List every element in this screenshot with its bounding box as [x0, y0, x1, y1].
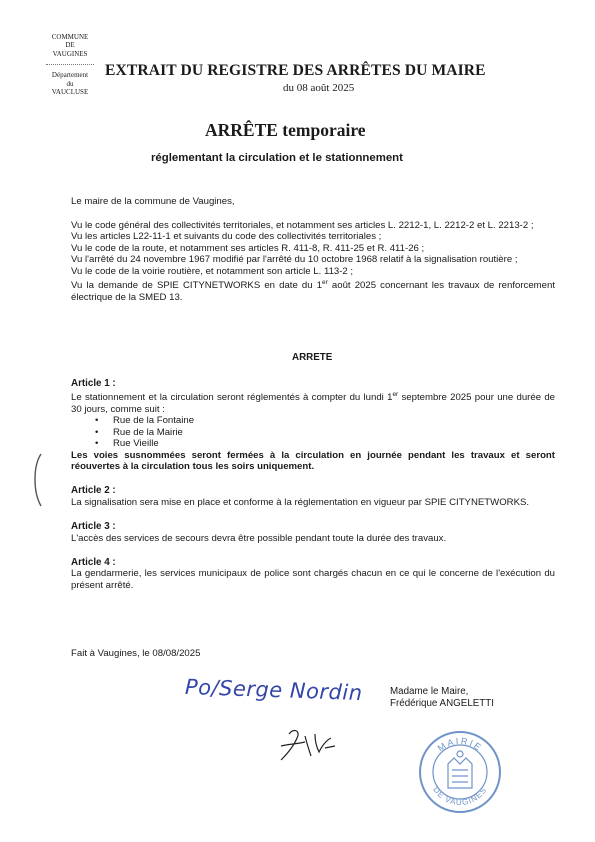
list-item: • Rue de la Mairie	[95, 426, 183, 438]
article-4-title: Article 4 :	[71, 557, 116, 569]
article-3-text: L'accès des services de secours devra être possible pendant toute la durée des travaux.	[71, 532, 447, 544]
article-1-text: Le stationnement et la circulation seront réglementés à compter du lundi 1er septembre 2025 pour une durée de 30 jours, comme suit :	[71, 391, 555, 415]
commune-line: VAUGINES	[52, 49, 88, 58]
article-2-text: La signalisation sera mise en place et conforme à la réglementation en vigueur par SPIE CITYNETWORKS.	[71, 496, 530, 508]
handwritten-signature-note: Po/Serge Nordin	[184, 674, 363, 706]
intro-text: Le maire de la commune de Vaugines,	[71, 196, 235, 207]
stamp-emblem-icon	[448, 751, 472, 788]
document-title: ARRÊTE temporaire	[205, 120, 366, 140]
article-1-title: Article 1 :	[71, 378, 116, 389]
signatory-block	[390, 686, 494, 710]
register-date: du 08 août 2025	[283, 82, 355, 94]
consideration-item: Vu le code général des collectivités territoriales, et notamment ses articles L. 2212-1, L. 2212-2 et L. 2213-2 ;	[71, 220, 534, 231]
commune-line: DE	[65, 41, 75, 50]
consideration-item: Vu le code de la route, et notamment ses articles R. 411-8, R. 411-25 et R. 411-26 ;	[71, 242, 425, 254]
article-3-title: Article 3 :	[71, 521, 116, 533]
commune-block	[40, 33, 100, 96]
mayor-title: Madame le Maire,	[390, 686, 469, 697]
departement-line: VAUCLUSE	[51, 88, 89, 97]
bullet-icon: •	[95, 426, 99, 438]
consideration-item: Vu les articles L22-11-1 et suivants du code des collectivités territoriales ;	[71, 231, 382, 243]
stamp-top-text: MAIRIE	[435, 735, 485, 754]
list-item: • Rue de la Fontaine	[95, 415, 195, 427]
handwritten-initials-signature	[275, 726, 345, 766]
article-1-closure-text: Les voies susnommées seront fermées à la circulation en journée pendant les travaux et seront réouvertes à la circulation tous les soirs uniquement.	[71, 449, 555, 473]
stamp-bottom-text: DE VAUGINES	[431, 785, 489, 808]
done-at: Fait à Vaugines, le 08/08/2025	[71, 648, 201, 659]
consideration-item: Vu l'arrêté du 24 novembre 1967 modifié par l'arrêté du 10 octobre 1968 relatif à la signalisation routière ;	[71, 254, 518, 266]
article-2-title: Article 2 :	[71, 485, 116, 497]
list-item: • Rue Vieille	[95, 438, 159, 450]
demand-item: Vu la demande de SPIE CITYNETWORKS en date du 1er août 2025 concernant les travaux de renforcement électrique de la SMED 13.	[71, 279, 555, 303]
street-list	[71, 415, 555, 449]
bullet-icon: •	[95, 415, 99, 427]
arrete-heading: ARRETE	[292, 352, 333, 363]
considerations	[71, 220, 555, 303]
register-title: EXTRAIT DU REGISTRE DES ARRÊTES DU MAIRE	[105, 62, 486, 79]
departement-line: du	[66, 79, 74, 88]
departement-line: Département	[51, 71, 89, 80]
document-subtitle: réglementant la circulation et le stationnement	[151, 152, 403, 164]
commune-line: COMMUNE	[51, 33, 89, 41]
articles	[71, 378, 555, 591]
article-4-text: La gendarmerie, les services municipaux de police sont chargés chacun en ce qui le concerne de l'exécution du présent arrêté.	[71, 568, 555, 591]
header-divider	[46, 64, 94, 66]
consideration-item: Vu le code de la voirie routière, et notamment son article L. 113-2 ;	[71, 265, 354, 277]
mairie-stamp	[418, 730, 502, 814]
margin-bracket-mark	[30, 452, 44, 508]
mayor-name: Frédérique ANGELETTI	[390, 698, 494, 709]
bullet-icon: •	[95, 438, 99, 450]
